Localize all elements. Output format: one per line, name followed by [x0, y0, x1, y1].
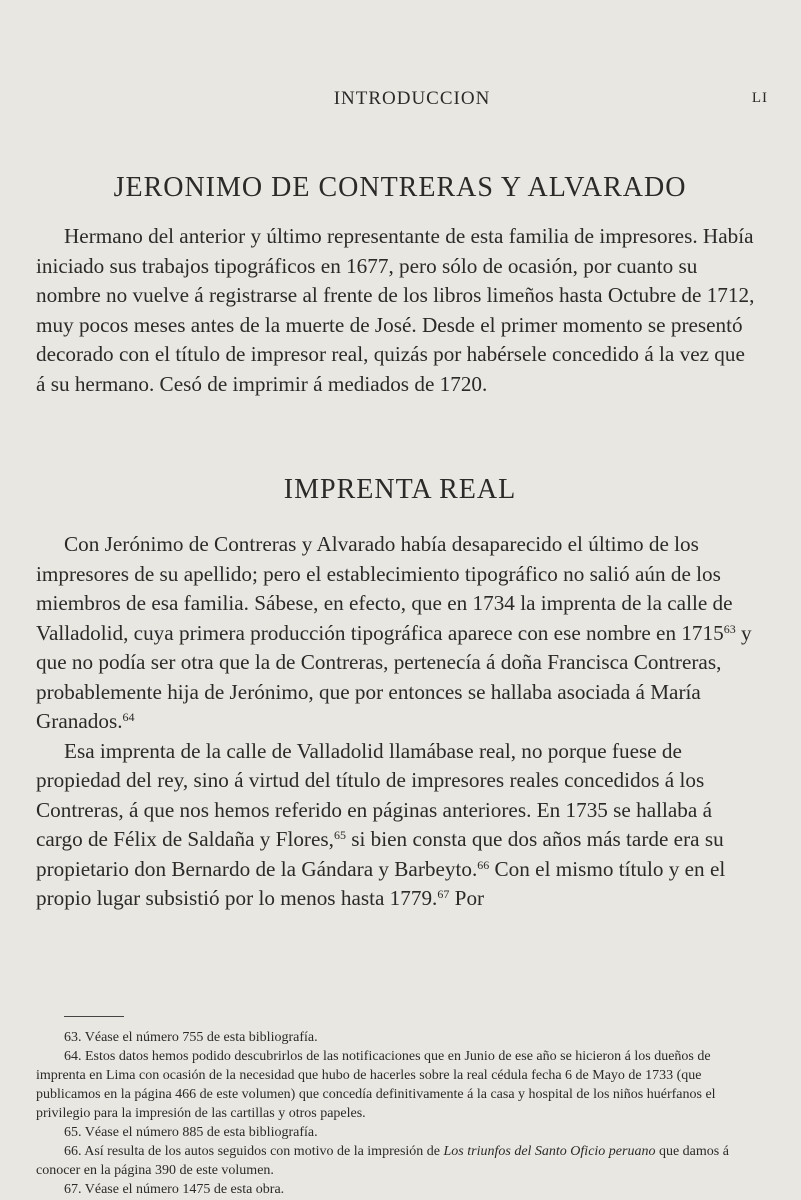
- page-header: [52, 88, 772, 114]
- paragraph: [36, 737, 756, 914]
- footnote-ref: 65: [333, 828, 346, 842]
- paragraph-text: Por: [449, 886, 485, 910]
- running-head: INTRODUCCION: [333, 88, 491, 109]
- paragraph-text: Con el mismo título y en el propio lugar subsistió por lo menos hasta 1779.: [36, 856, 726, 910]
- footnote-64: 64. Estos datos hemos podido descubrirlos de las notificaciones que en Junio de ese año se hicieron á los dueños de imprenta en Lima con ocasión de la necesidad que hubo de hacerles sobre la real cédula fecha 6 de Mayo de 1733 (que publicamos en la página 466 de este volumen) que concedía definitivamente á la casa y hospital de los niños huérfanos el privilegio para la impresión de las cartillas y otros papeles.: [36, 1049, 716, 1121]
- footnote-divider: [64, 1016, 124, 1017]
- footnote-ref: 64: [122, 710, 135, 724]
- paragraph-text: si bien consta que dos años más tarde era su propietario don Bernardo de la Gándara y Barbeyto.: [36, 827, 724, 881]
- footnote-ref: 67: [437, 887, 450, 901]
- paragraph-text: y que no podía ser otra que la de Contreras, pertenecía á doña Francisca Contreras, probablemente hija de Jerónimo, que por entonces se hallaba asociada á María Granados.: [36, 620, 752, 733]
- footnote-ref: 63: [723, 621, 736, 636]
- footnote-63: 63. Véase el número 755 de esta bibliografía.: [64, 1030, 318, 1045]
- footnote-book-title: Los triunfos del Santo Oficio peruano: [443, 1144, 656, 1159]
- section-body-imprenta-real: [36, 530, 756, 914]
- footnote-67: 67. Véase el número 1475 de esta obra.: [64, 1182, 285, 1197]
- footnotes: [36, 1028, 756, 1199]
- section-title-contreras: JERONIMO DE CONTRERAS Y ALVARADO: [113, 172, 687, 203]
- section-body-contreras: [36, 222, 756, 399]
- paragraph-text: Con Jerónimo de Contreras y Alvarado había desaparecido el último de los impresores de su apellido; pero el establecimiento tipográfico no salió aún de los miembros de esa familia. Sábese, en efecto, que en 1734 la imprenta de la calle de Valladolid, cuya primera producción tipográfica aparece con ese nombre en 1715: [36, 532, 733, 645]
- footnote-66: [36, 1142, 756, 1180]
- footnote-ref: 66: [477, 857, 490, 872]
- footnote-65: 65. Véase el número 885 de esta bibliografía.: [64, 1125, 318, 1140]
- paragraph-text: Esa imprenta de la calle de Valladolid llamábase real, no porque fuese de propiedad del rey, sino á virtud del título de impresores reales concedidos á los Contreras, á que nos hemos referido en páginas anteriores. En 1735 se hallaba á cargo de Félix de Saldaña y Flores,: [36, 738, 713, 851]
- footnote-text: que damos á conocer en la página 390 de este volumen.: [36, 1144, 729, 1178]
- paragraph: [36, 530, 756, 737]
- section-title-imprenta-real: IMPRENTA REAL: [283, 474, 517, 505]
- paragraph: Hermano del anterior y último representante de esta familia de impresores. Había iniciado sus trabajos tipográficos en 1677, pero sólo de ocasión, por cuanto su nombre no vuelve á registrarse al frente de los libros limeños hasta Octubre de 1712, muy pocos meses antes de la muerte de José. Desde el primer momento se presentó decorado con el título de impresor real, quizás por habérsele concedido á la vez que á su hermano. Cesó de imprimir á mediados de 1720.: [36, 224, 755, 396]
- footnote-text: 66. Así resulta de los autos seguidos con motivo de la impresión de: [64, 1144, 444, 1159]
- page-number: LI: [751, 90, 768, 106]
